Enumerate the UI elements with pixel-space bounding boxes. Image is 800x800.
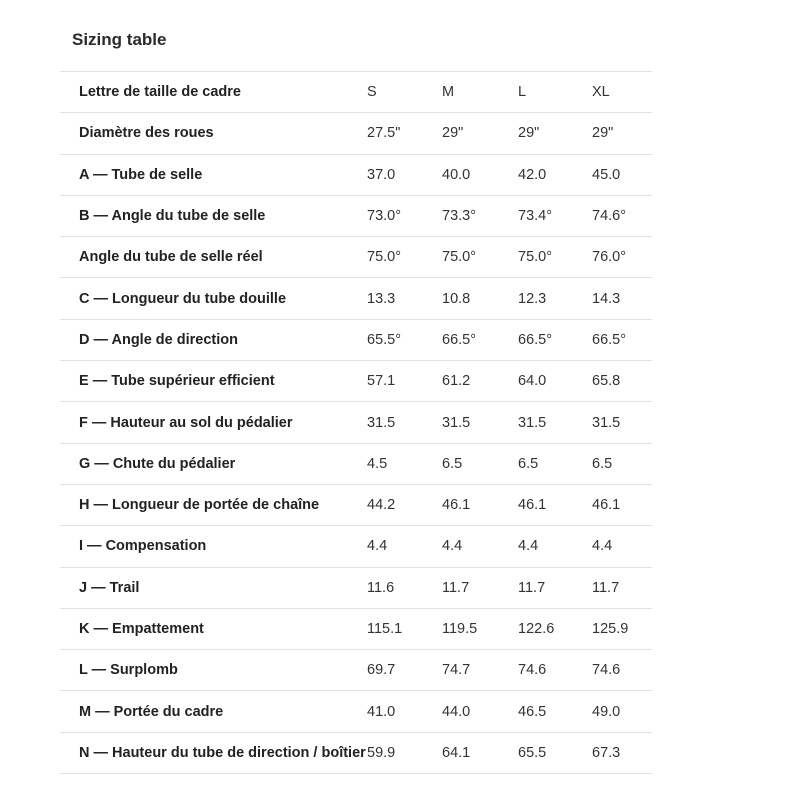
row-label: M — Portée du cadre xyxy=(79,703,224,720)
table-row xyxy=(60,278,652,319)
table-cell: 74.6° xyxy=(592,208,627,225)
table-cell: 11.7 xyxy=(442,579,470,596)
table-cell: 65.5° xyxy=(367,331,402,348)
table-cell: 44.0 xyxy=(442,703,471,720)
row-label: N — Hauteur du tube de direction / boîtier xyxy=(79,744,366,761)
table-cell: S xyxy=(367,84,377,101)
table-cell: 14.3 xyxy=(592,290,621,307)
table-cell: 45.0 xyxy=(592,166,621,183)
row-label: Lettre de taille de cadre xyxy=(79,84,241,101)
table-row xyxy=(60,568,652,609)
row-label: E — Tube supérieur efficient xyxy=(79,373,275,390)
table-row xyxy=(60,113,652,154)
table-cell: 75.0° xyxy=(442,249,477,266)
row-label: Angle du tube de selle réel xyxy=(79,249,263,266)
table-cell: 69.7 xyxy=(367,662,396,679)
row-label: F — Hauteur au sol du pédalier xyxy=(79,414,293,431)
table-cell: 76.0° xyxy=(592,249,627,266)
table-row xyxy=(60,361,652,402)
table-cell: 6.5 xyxy=(442,455,463,472)
table-cell: 11.7 xyxy=(592,579,620,596)
table-cell: 11.7 xyxy=(518,579,546,596)
table-row xyxy=(60,609,652,650)
table-cell: 61.2 xyxy=(442,373,471,390)
table-cell: 31.5 xyxy=(367,414,396,431)
row-label: H — Longueur de portée de chaîne xyxy=(79,497,320,514)
table-cell: 31.5 xyxy=(518,414,547,431)
table-cell: 4.5 xyxy=(367,455,388,472)
table-row xyxy=(60,733,652,774)
table-cell: 31.5 xyxy=(592,414,621,431)
row-label: J — Trail xyxy=(79,579,140,596)
table-cell: 74.6 xyxy=(592,662,621,679)
table-row xyxy=(60,155,652,196)
table-row xyxy=(60,237,652,278)
table-cell: 6.5 xyxy=(518,455,539,472)
row-label: D — Angle de direction xyxy=(79,331,238,348)
table-cell: 122.6 xyxy=(518,621,555,637)
table-cell: 29" xyxy=(592,125,614,142)
table-cell: 74.6 xyxy=(518,662,547,679)
row-label: A — Tube de selle xyxy=(79,166,203,183)
table-row xyxy=(60,526,652,567)
table-cell: 4.4 xyxy=(592,538,613,555)
table-cell: 65.8 xyxy=(592,373,621,390)
table-row xyxy=(60,196,652,237)
row-label: K — Empattement xyxy=(79,621,204,637)
sizing-table xyxy=(60,71,652,774)
row-label: G — Chute du pédalier xyxy=(79,455,236,472)
table-cell: 73.4° xyxy=(518,208,553,225)
table-cell: 64.1 xyxy=(442,744,471,761)
table-cell: 6.5 xyxy=(592,455,613,472)
table-cell: 75.0° xyxy=(518,249,553,266)
table-row xyxy=(60,320,652,361)
table-cell: 4.4 xyxy=(367,538,388,555)
table-cell: 37.0 xyxy=(367,166,396,183)
row-label: B — Angle du tube de selle xyxy=(79,208,266,225)
table-cell: 59.9 xyxy=(367,744,396,761)
table-cell: 27.5" xyxy=(367,125,401,142)
table-cell: 74.7 xyxy=(442,662,471,679)
table-row xyxy=(60,485,652,526)
table-cell: 64.0 xyxy=(518,373,547,390)
table-cell: 11.6 xyxy=(367,579,395,596)
table-row xyxy=(60,72,652,113)
table-cell: M xyxy=(442,84,455,101)
table-cell: 46.1 xyxy=(518,497,547,514)
table-cell: 42.0 xyxy=(518,166,547,183)
table-cell: 31.5 xyxy=(442,414,471,431)
table-cell: 66.5° xyxy=(592,331,627,348)
table-cell: 49.0 xyxy=(592,703,621,720)
table-cell: 46.5 xyxy=(518,703,547,720)
table-cell: 125.9 xyxy=(592,621,629,637)
table-row xyxy=(60,402,652,443)
page-title: Sizing table xyxy=(72,30,167,49)
table-cell: L xyxy=(518,84,527,101)
table-cell: 66.5° xyxy=(442,331,477,348)
table-cell: 40.0 xyxy=(442,166,471,183)
table-cell: 46.1 xyxy=(442,497,471,514)
table-cell: 10.8 xyxy=(442,290,471,307)
table-cell: 66.5° xyxy=(518,331,553,348)
table-cell: 41.0 xyxy=(367,703,396,720)
table-cell: 75.0° xyxy=(367,249,402,266)
table-cell: 46.1 xyxy=(592,497,621,514)
table-row xyxy=(60,444,652,485)
table-cell: 73.3° xyxy=(442,208,477,225)
table-cell: 65.5 xyxy=(518,744,547,761)
table-cell: 29" xyxy=(518,125,540,142)
table-row xyxy=(60,691,652,732)
table-cell: 44.2 xyxy=(367,497,396,514)
table-row xyxy=(60,650,652,691)
table-cell: 4.4 xyxy=(442,538,463,555)
row-label: Diamètre des roues xyxy=(79,125,214,142)
table-cell: 115.1 xyxy=(367,621,403,637)
table-cell: 57.1 xyxy=(367,373,396,390)
table-cell: XL xyxy=(592,84,610,101)
row-label: I — Compensation xyxy=(79,538,207,555)
table-cell: 4.4 xyxy=(518,538,539,555)
table-cell: 67.3 xyxy=(592,744,621,761)
table-cell: 119.5 xyxy=(442,621,478,637)
table-cell: 73.0° xyxy=(367,208,402,225)
table-cell: 12.3 xyxy=(518,290,547,307)
table-cell: 13.3 xyxy=(367,290,396,307)
table-cell: 29" xyxy=(442,125,464,142)
row-label: C — Longueur du tube douille xyxy=(79,290,287,307)
row-label: L — Surplomb xyxy=(79,662,178,679)
